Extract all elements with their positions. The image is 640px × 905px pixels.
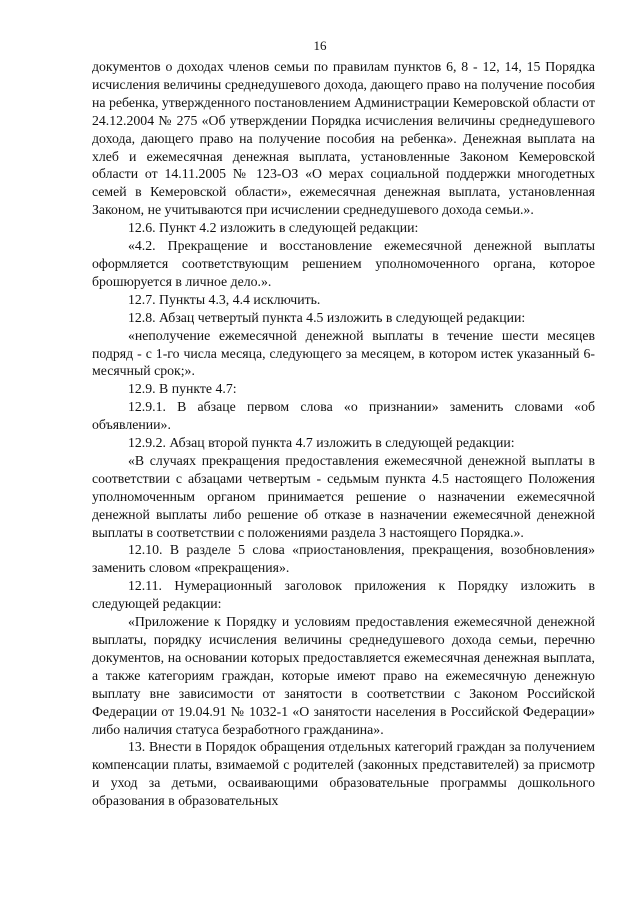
paragraph: документов о доходах членов семьи по правилам пунктов 6, 8 - 12, 14, 15 Порядка исчисления величины среднедушевого дохода, дающего право на получение пособия на ребенка, утвержденного постановлением Администрации Кемеровской области от 24.12.2004 № 275 «Об утверждении Порядка исчисления величины среднедушевого дохода, дающего право на получение пособия на ребенка». Денежная выплата на хлеб и ежемесячная денежная выплата, установленные Законом Кемеровской области от 14.11.2005 № 123-ОЗ «О мерах социальной поддержки многодетных семей в Кемеровской области», ежемесячная денежная выплата, установленная Законом, не учитываются при исчислении среднедушевого дохода семьи.». — [92, 59, 595, 218]
paragraph: 12.9.1. В абзаце первом слова «о признании» заменить словами «об объявлении». — [92, 399, 595, 433]
paragraph: «4.2. Прекращение и восстановление ежемесячной денежной выплаты оформляется соответствующим решением уполномоченного органа, которое брошюруется в личное дело.». — [92, 238, 595, 289]
paragraph: 12.8. Абзац четвертый пункта 4.5 изложить в следующей редакции: — [128, 309, 526, 325]
paragraph: 12.9. В пункте 4.7: — [128, 381, 237, 397]
paragraph: 12.9.2. Абзац второй пункта 4.7 изложить в следующей редакции: — [128, 435, 515, 451]
paragraph: 12.11. Нумерационный заголовок приложения к Порядку изложить в следующей редакции: — [92, 578, 595, 612]
paragraph: «Приложение к Порядку и условиям предоставления ежемесячной денежной выплаты, порядку исчисления величины среднедушевого дохода семьи, перечню документов, на основании которых предоставляется ежемесячная денежная выплата, а также категориям граждан, которые имеют право на ежемесячную денежную выплату вне зависимости от занятости в соответствии с Законом Российской Федерации от 19.04.91 № 1032-1 «О занятости населения в Российской Федерации» либо наличия статуса безработного гражданина». — [92, 614, 595, 737]
paragraph: 12.10. В разделе 5 слова «приостановления, прекращения, возобновления» заменить словом «прекращения». — [92, 542, 595, 576]
paragraph: 13. Внести в Порядок обращения отдельных категорий граждан за получением компенсации платы, взимаемой с родителей (законных представителей) за присмотр и уход за детьми, осваивающими образовательные программы дошкольного образования в образовательных — [92, 739, 595, 809]
page-number: 16 — [313, 38, 327, 53]
paragraph: «В случаях прекращения предоставления ежемесячной денежной выплаты в соответствии с абзацами четвертым - седьмым пункта 4.5 настоящего Положения уполномоченным органом принимается решение о назначении ежемесячной денежной выплаты либо решение об отказе в назначении ежемесячной денежной выплаты в соответствии с положениями раздела 3 настоящего Порядка.». — [92, 452, 595, 540]
paragraph: 12.7. Пункты 4.3, 4.4 исключить. — [128, 291, 321, 307]
document-body — [92, 58, 595, 810]
paragraph: 12.6. Пункт 4.2 изложить в следующей редакции: — [128, 220, 419, 236]
paragraph: «неполучение ежемесячной денежной выплаты в течение шести месяцев подряд - с 1-го числа месяца, следующего за месяцем, в котором истек указанный 6-месячный срок;». — [92, 327, 595, 379]
